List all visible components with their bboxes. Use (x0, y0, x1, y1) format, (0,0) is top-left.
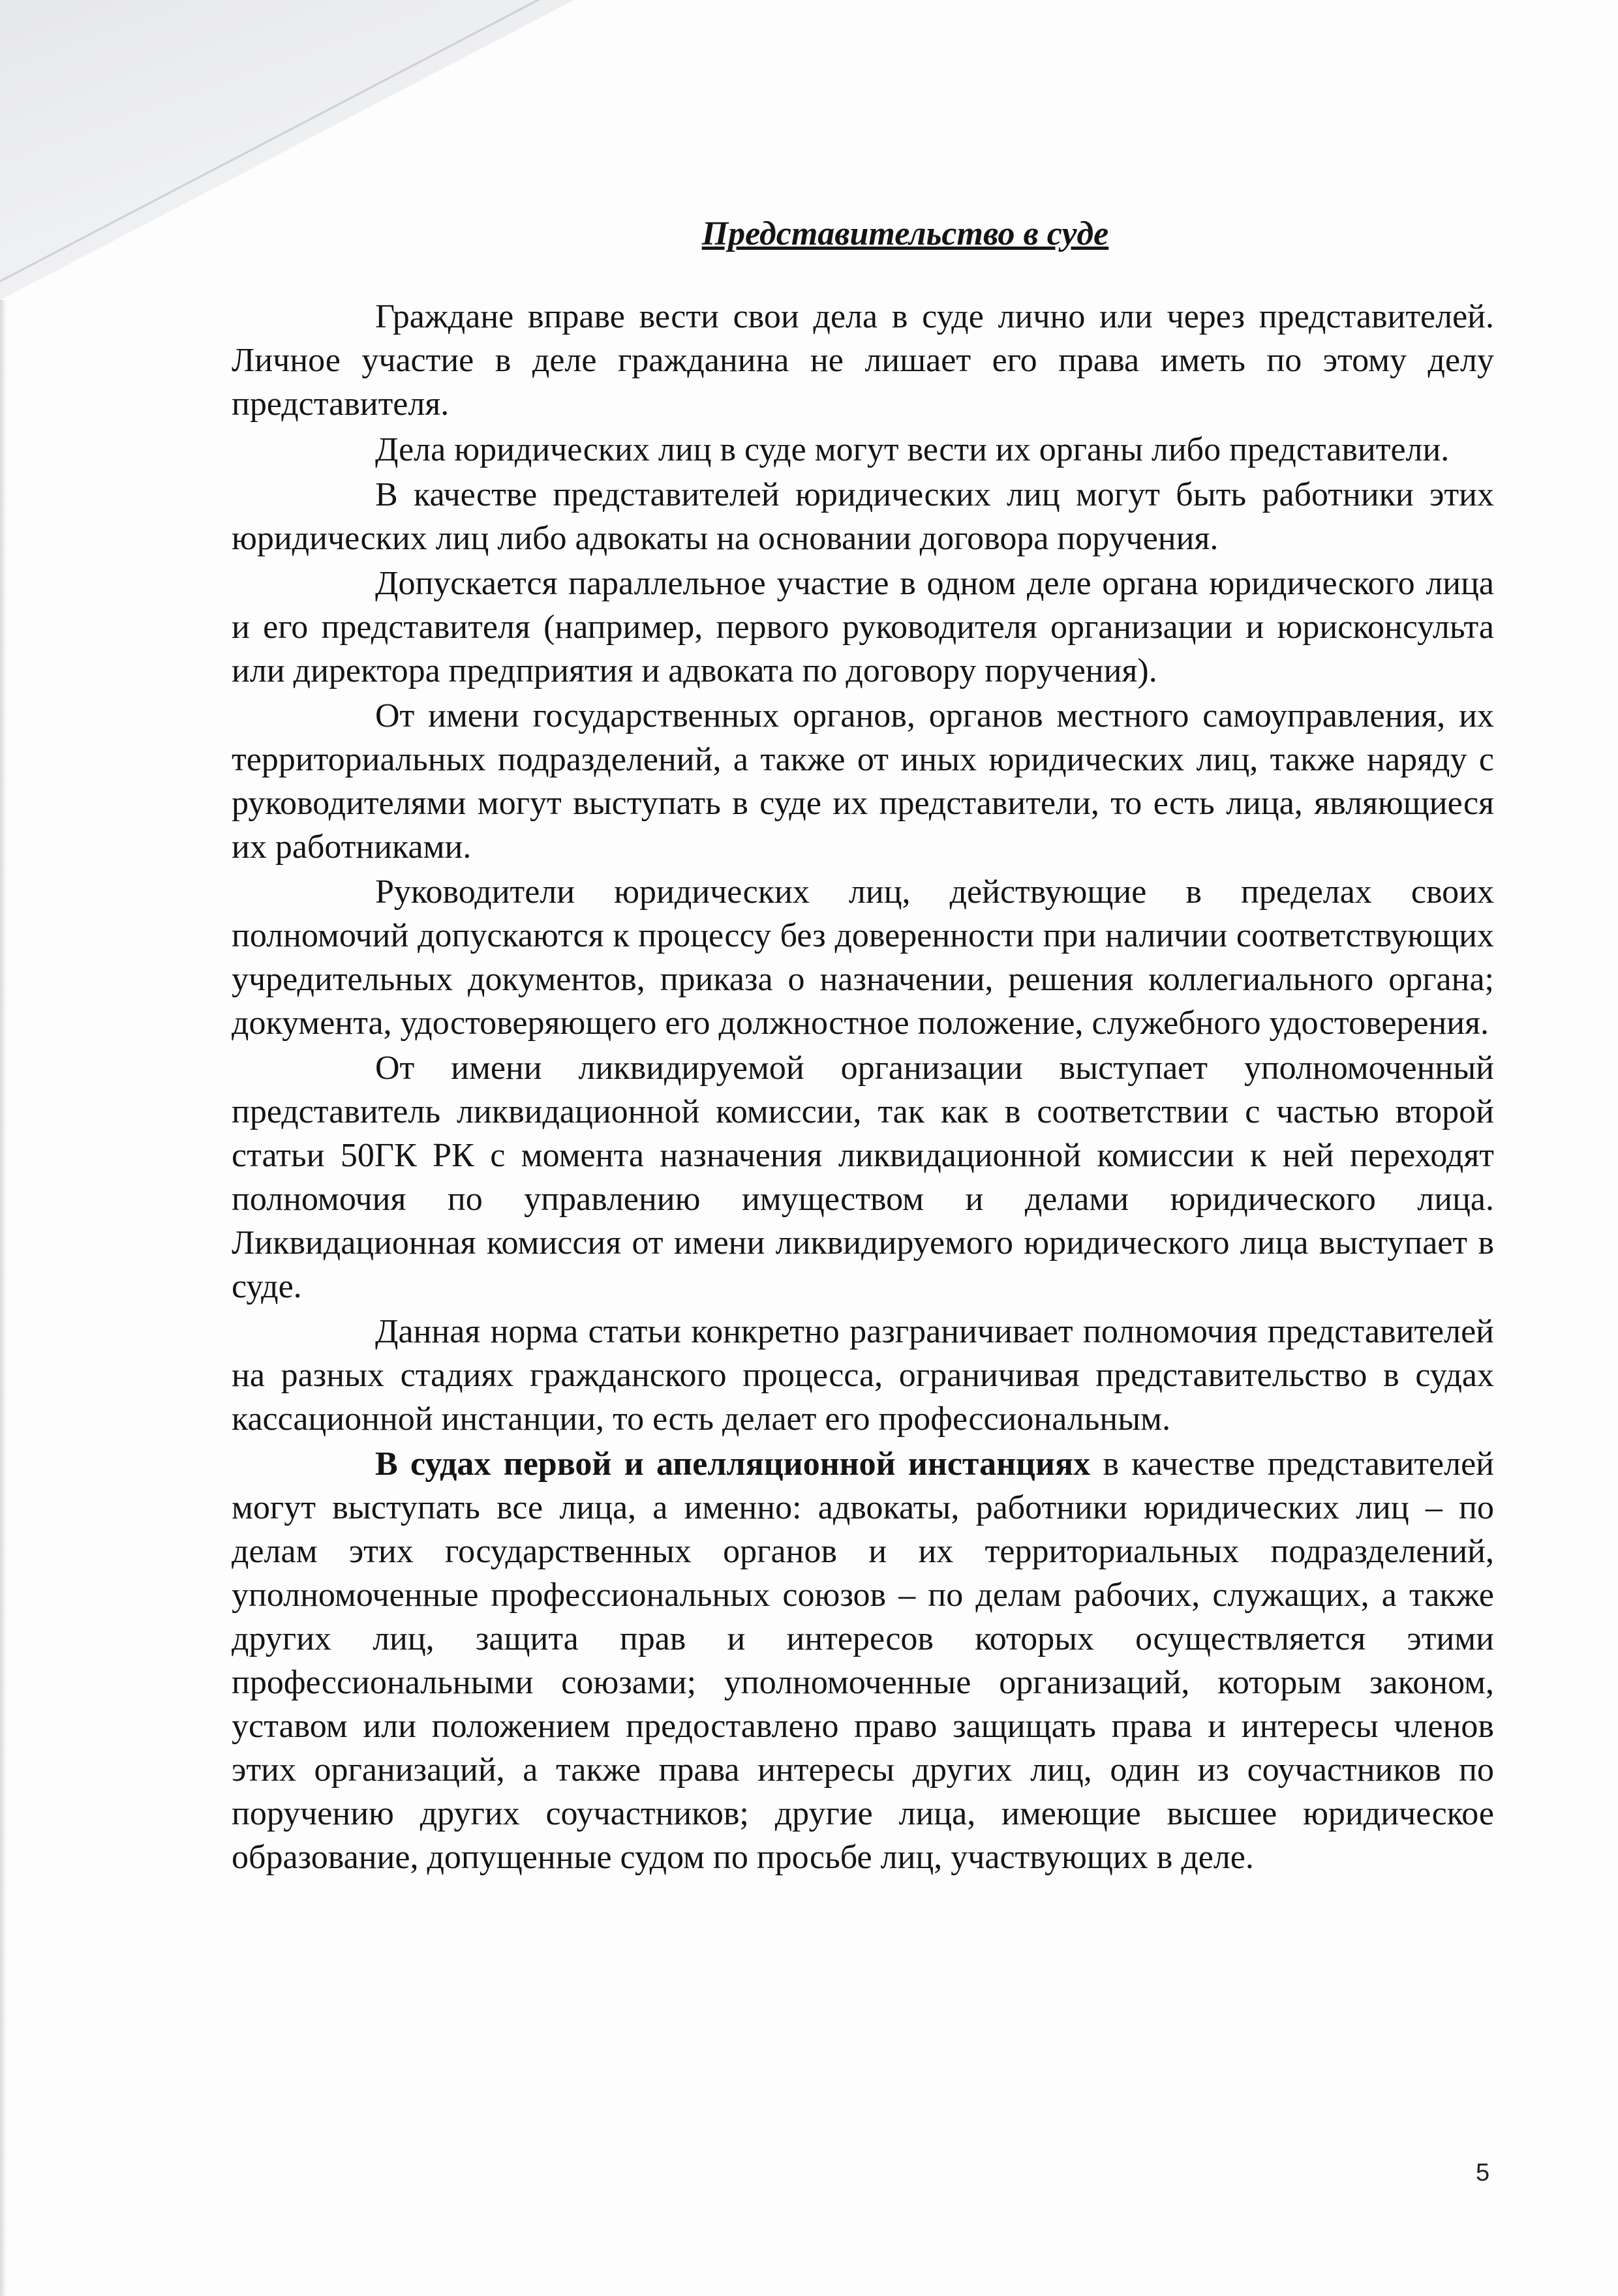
paragraph-2: Дела юридических лиц в суде могут вести их органы либо представители. (375, 431, 1450, 468)
paragraph-1: Граждане вправе вести свои дела в суде лично или через представителей. Личное участие в деле гражданина не лишает его права иметь по этому делу представителя. (232, 298, 1494, 423)
paragraph-9-bold-lead: В судах первой и апелляционной инстанциях (375, 1445, 1091, 1483)
paragraph-8: Данная норма статьи конкретно разграничивает полномочия представителей на разных стадиях гражданского процесса, ограничивая представительство в судах кассационной инстанции, то есть делает его профессиональным. (232, 1313, 1494, 1438)
paragraph-9-text: в качестве представителей могут выступать все лица, а именно: адвокаты, работники юридических лиц – по делам этих государственных органов и их территориальных подразделений, уполномоченные профессиональных союзов – по делам рабочих, служащих, а также других лиц, защита прав и интересов которых осуществляется этими профессиональными союзами; уполномоченные организаций, которым законом, уставом или положением предоставлено право защищать права и интересы членов этих организаций, а также права интересы других лиц, один из соучастников по поручению других соучастников; другие лица, имеющие высшее юридическое образование, допущенные судом по просьбе лиц, участвующих в деле. (232, 1445, 1494, 1876)
page-number: 5 (1476, 2159, 1490, 2186)
paragraph-4: Допускается параллельное участие в одном деле органа юридического лица и его представителя (например, первого руководителя организации и юрисконсульта или директора предприятия и адвоката по договору поручения). (232, 565, 1494, 689)
document-body (232, 212, 1494, 1881)
paragraph-7: От имени ликвидируемой организации выступает уполномоченный представитель ликвидационной комиссии, так как в соответствии с частью второй статьи 50ГК РК с момента назначения ликвидационной комиссии к ней переходят полномочия по управлению имуществом и делами юридического лица. Ликвидационная комиссия от имени ликвидируемого юридического лица выступает в суде. (232, 1050, 1494, 1305)
paragraph-6: Руководители юридических лиц, действующие в пределах своих полномочий допускаются к процессу без доверенности при наличии соответствующих учредительных документов, приказа о назначении, решения коллегиального органа; документа, удостоверяющего его должностное положение, служебного удостоверения. (232, 873, 1494, 1042)
paragraph-3: В качестве представителей юридических лиц могут быть работники этих юридических лиц либо адвокаты на основании договора поручения. (232, 476, 1494, 557)
paragraph-9 (232, 1442, 1494, 1879)
paragraph-5: От имени государственных органов, органов местного самоуправления, их территориальных подразделений, а также от иных юридических лиц, также наряду с руководителями могут выступать в суде их представители, то есть лица, являющиеся их работниками. (232, 697, 1494, 866)
page-title: Представительство в суде (701, 215, 1109, 252)
page-left-edge (0, 300, 7, 2296)
